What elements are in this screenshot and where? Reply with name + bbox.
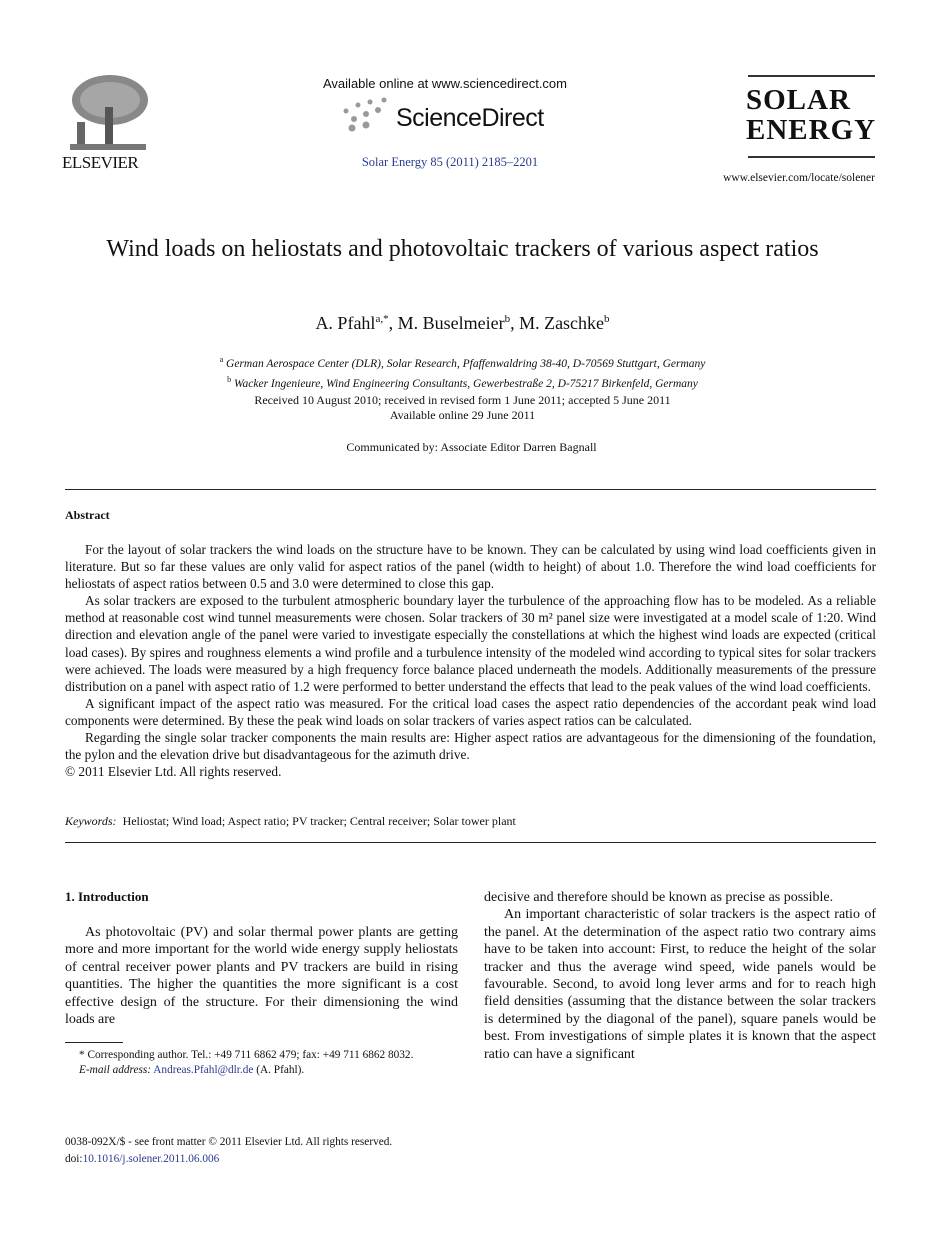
journal-rule-top [748,75,875,77]
author-name: M. Buselmeier [397,313,505,333]
footnote: * Corresponding author. Tel.: +49 711 6862 479; fax: +49 711 6862 8032. E-mail address: Andreas.Pfahl@dlr.de (A. Pfahl). [65,1048,458,1078]
email-label: E-mail address: [79,1064,152,1076]
sciencedirect-dots-icon [340,97,396,138]
abstract-body [65,541,876,780]
paper-title: Wind loads on heliostats and photovoltaic trackers of various aspect ratios [106,236,819,262]
affiliations [100,352,825,392]
publisher-name: ELSEVIER [62,153,139,172]
divider [65,842,876,843]
left-column [65,924,458,1028]
abstract-paragraph: Regarding the single solar tracker components the main results are: Higher aspect ratios are advantageous for the dimensioning of the foundation, the pylon and the elevation drive but disadvantageous for the azimuth drive. [65,730,876,763]
abstract-paragraph: As solar trackers are exposed to the turbulent atmospheric boundary layer the turbulence of the approaching flow has to be modeled. As a reliable method at reasonable cost wind tunnel measurements were chosen. Solar trackers of 30 m² panel size were investigated at a model scale of 1:20. Wind direction and elevation angle of the panel were varied to investigate especially the constellations at which the highest wind loads are expected (critical load cases). By spires and roughness elements a wind profile and a turbulence intensity of the modeled wind according to typical sites for solar trackers were achieved. The loads were measured by a high frequency force balance placed underneath the models. Additionally measurements of the pressure distribution on a panel with aspect ratio of 1.2 were performed to better understand the effects that lead to the peak values of the wind load coefficients. [65,593,876,694]
email-link[interactable]: Andreas.Pfahl@dlr.de [153,1064,254,1076]
copyright: © 2011 Elsevier Ltd. All rights reserved. [65,764,282,780]
keywords-text: Heliostat; Wind load; Aspect ratio; PV tracker; Central receiver; Solar tower plant [122,814,516,828]
journal-citation[interactable]: Solar Energy 85 (2011) 2185–2201 [361,155,539,169]
keywords-label: Keywords: [65,814,117,828]
body-paragraph: An important characteristic of solar trackers is the aspect ratio of the panel. At the determination of the aspect ratio two contrary aims have to be taken into account: First, to reduce the height of the solar tracker and thus the average wind speed, wide panels would be favourable. Second, to avoid long lever arms and for to reach high field densities (assuming that the distance between the solar trackers is determined by the diagonal of the panel), square panels would be best. From investigations of simple plates it is known that the aspect ratio can have a significant [484,907,876,1062]
sciencedirect-logo: ScienceDirect [396,104,544,132]
section-heading: 1. Introduction [65,889,149,904]
available-online: Available online at www.sciencedirect.com [323,76,567,91]
right-column [484,889,876,1063]
authors: A. Pfahl$^{a,*}$, M. Buselmeier$^b$, M. Zaschke$^b$ [315,313,610,333]
abstract-paragraph: A significant impact of the aspect ratio was measured. For the critical load cases the aspect ratio dependencies of the accordant peak wind load components were determined. By these the peak wind loads on solar trackers of varies aspect ratios can be calculated. [65,695,876,728]
body-paragraph: decisive and therefore should be known as precise as possible. [484,890,834,905]
journal-url[interactable]: www.elsevier.com/locate/solener [723,172,875,184]
received-dates: Received 10 August 2010; received in revised form 1 June 2011; accepted 5 June 2011 [254,393,671,407]
author-name: M. Zaschke [519,313,605,333]
author-sup[interactable]: b [604,313,610,325]
front-matter: 0038-092X/$ - see front matter © 2011 Elsevier Ltd. All rights reserved. doi:10.1016/j.solener.2011.06.006 [65,1136,393,1165]
journal-rule-bottom [748,156,875,158]
front-matter-text: 0038-092X/$ - see front matter © 2011 Elsevier Ltd. All rights reserved. [65,1136,393,1148]
journal-logo-line2: ENERGY [746,114,877,146]
abstract-paragraph: For the layout of solar trackers the wind loads on the structure have to be known. They can be calculated by using wind load coefficients given in literature. But so far these values are only valid for aspect ratios of the panel (width to height) of about 1.0. Therefore the wind load coefficients for heliostats of aspect ratios between 0.5 and 3.0 were determined to close this gap. [65,542,876,592]
affiliation: $^b$ Wacker Ingenieure, Wind Engineering Consultants, Gewerbestraße 2, D-75217 Birkenfeld, Germany [227,374,698,390]
communicated-by: Communicated by: Associate Editor Darren Bagnall [346,440,597,454]
keywords [65,814,516,829]
affiliation: $^a$ German Aerospace Center (DLR), Solar Research, Pfaffenwaldring 38-40, D-70569 Stuttgart, Germany [219,355,706,370]
doi-link[interactable]: 10.1016/j.solener.2011.06.006 [82,1152,220,1165]
footnote-rule [65,1042,123,1043]
abstract-heading: Abstract [65,508,110,522]
author-sup[interactable]: a,* [375,313,389,325]
divider [65,489,876,490]
body-paragraph: As photovoltaic (PV) and solar thermal power plants are getting more and more important for the world wide energy supply heliostats of central receiver power plants and PV trackers are build in rising quantities. The higher the quantities the more significant is a cost effective design of the structure. For their dimensioning the wind loads are [65,925,458,1028]
journal-logo [746,85,876,145]
article-history [100,393,825,423]
elsevier-tree-logo [65,72,151,154]
author-name: A. Pfahl [315,313,376,333]
journal-logo-line1: SOLAR [746,84,851,116]
author-sup[interactable]: b [504,313,511,325]
available-date: Available online 29 June 2011 [389,408,536,422]
footnote-text: * Corresponding author. Tel.: +49 711 6862 479; fax: +49 711 6862 8032. [79,1049,414,1061]
